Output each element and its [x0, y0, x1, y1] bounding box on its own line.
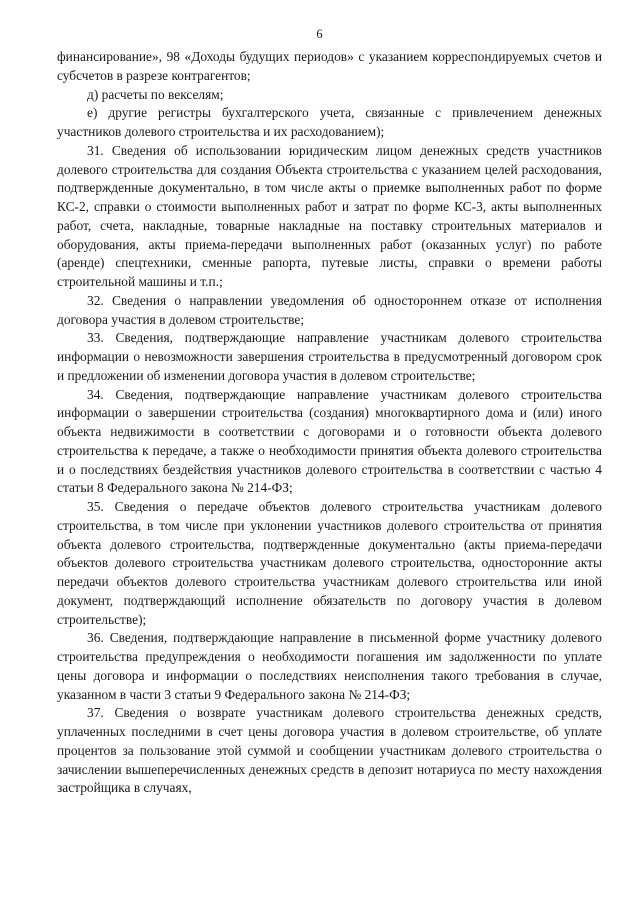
- paragraph-35: 35. Сведения о передаче объектов долевого строительства участникам долевого строительства, в том числе при уклонении участников долевого строительства от принятия объекта долевого строительства, подтвержденные документально (акты приема-передачи объектов долевого строительства участникам долевого строительства, односторонние акты передачи объектов долевого строительства участникам долевого строительства или иной документ, подтверждающий исполнение обязательств по договору участия в долевом строительстве);: [57, 499, 602, 627]
- paragraph-item-d: д) расчеты по векселям;: [87, 86, 224, 102]
- paragraph-item-e: е) другие регистры бухгалтерского учета, связанные с привлечением денежных участников долевого строительства и их расходованием);: [57, 105, 602, 139]
- paragraph-continuation: финансирование», 98 «Доходы будущих периодов» с указанием корреспондируемых счетов и субсчетов в разрезе контрагентов;: [57, 49, 602, 83]
- paragraph-33: 33. Сведения, подтверждающие направление участникам долевого строительства информации о невозможности завершения строительства в предусмотренный договором срок и предложении об изменении договора участия в долевом строительстве;: [57, 330, 602, 383]
- paragraph-32: 32. Сведения о направлении уведомления об одностороннем отказе от исполнения договора участия в долевом строительстве;: [57, 292, 602, 327]
- document-body: [57, 48, 602, 798]
- page-number: 6: [316, 27, 323, 41]
- paragraph-36: 36. Сведения, подтверждающие направление в письменной форме участнику долевого строительства предупреждения о необходимости погашения им задолженности по уплате цены договора и информации о последствиях неисполнения такого требования в случае, указанном в части 3 статьи 9 Федерального закона № 214-ФЗ;: [57, 630, 602, 702]
- paragraph-34: 34. Сведения, подтверждающие направление участникам долевого строительства информации о завершении строительства (создания) многоквартирного дома и (или) иного объекта недвижимости в соответствии с договорами и о готовности объекта долевого строительства к передаче, а также о необходимости принятия объекта долевого строительства и о последствиях бездействия участников долевого строительства в соответствии с частью 4 статьи 8 Федерального закона № 214-ФЗ;: [57, 386, 602, 496]
- paragraph-37: 37. Сведения о возврате участникам долевого строительства денежных средств, уплаченных последними в счет цены договора участия в долевом строительстве, об уплате процентов за пользование этой суммой и сообщении участникам долевого строительства о зачислении вышеперечисленных денежных средств в депозит нотариуса по месту нахождения застройщика в случаях,: [57, 705, 602, 796]
- paragraph-31: 31. Сведения об использовании юридическим лицом денежных средств участников долевого строительства для создания Объекта строительства с указанием целей расходования, подтвержденные документально, в том числе акты о приемке выполненных работ по форме КС-2, справки о стоимости выполненных работ и затрат по форме КС-3, акты выполненных работ, счета, накладные, товарные накладные на поставку строительных материалов и оборудования, акты приема-передачи выполненных работ (оказанных услуг) по работе (аренде) спецтехники, сменные рапорта, путевые листы, справки о времени работы строительной машины и т.п.;: [57, 142, 602, 289]
